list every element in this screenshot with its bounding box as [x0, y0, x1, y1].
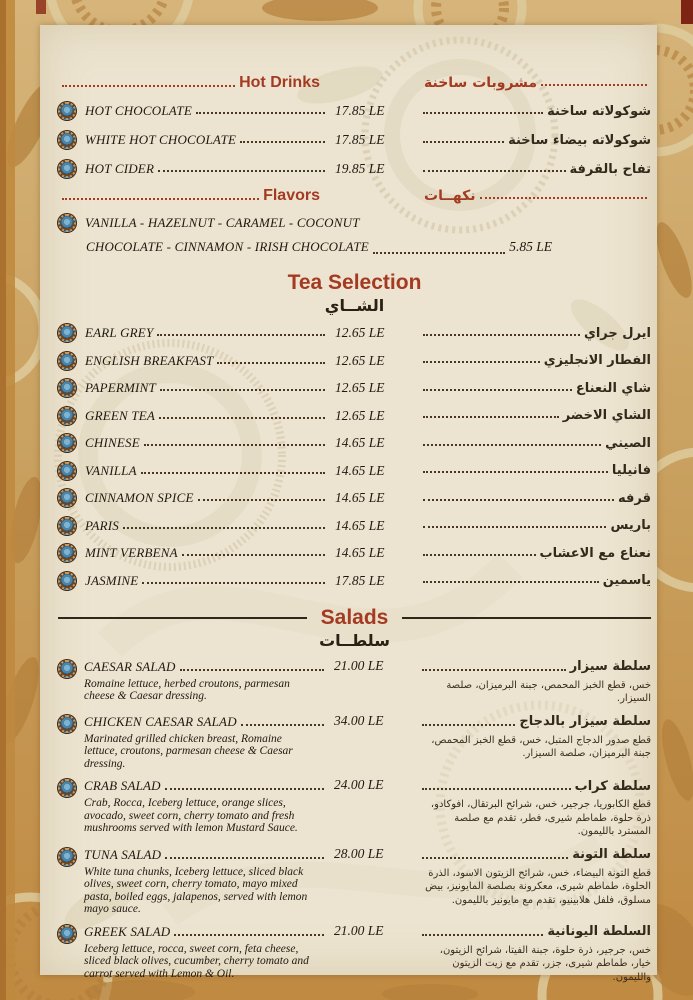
item-desc-en: Marinated grilled chicken breast, Romaine lettuce, croutons, parmesan cheese & Caesar dressing.: [84, 732, 293, 770]
item-name-block: [85, 408, 329, 424]
item-desc-ar: خس، قطع الخبز المحمص، جبنة البرميزان، صلصة السيزار.: [446, 679, 651, 704]
hot-drinks-title-en: Hot Drinks: [239, 74, 320, 91]
item-price: 14.65 LE: [335, 545, 385, 560]
salads-title-ar: سلطــات: [319, 630, 390, 650]
hot-drinks-list: [58, 100, 651, 180]
flavors-title-ar: نكهــات: [424, 188, 476, 204]
item-name-en: MINT VERBENA: [85, 545, 178, 560]
salad-ar-block: [418, 713, 651, 761]
item-name-block: [85, 380, 329, 396]
item-price: 17.85 LE: [335, 103, 385, 118]
item-name-ar-block: [419, 573, 651, 588]
dotted-leader: [422, 669, 566, 671]
item-name-block: [85, 435, 329, 451]
salad-name-line-ar: [418, 713, 651, 731]
item-desc-ar: قطع صدور الدجاج المتبل، خس، قطع الخبز المحمص، جبنة البرميزان، صلصة السيزار.: [431, 734, 651, 759]
item-name-block: [85, 132, 329, 148]
item-name-ar: قرفه: [618, 490, 651, 506]
dotted-leader: [422, 788, 571, 790]
dotted-leader: [423, 444, 601, 446]
item-name-block: [85, 463, 329, 479]
dotted-leader: [157, 334, 325, 336]
item-price: 21.00 LE: [334, 922, 384, 938]
item-name-en: CHICKEN CAESAR SALAD: [84, 713, 237, 729]
hot-drinks-title-ar: مشروبات ساخنة: [424, 75, 538, 91]
salad-item-row: [58, 923, 651, 985]
salad-ar-block: [418, 777, 651, 839]
item-name-ar: الصيني: [605, 435, 651, 451]
brand-badge-icon: [58, 489, 76, 507]
salad-ar-block: [418, 923, 651, 985]
menu-item-row: [58, 405, 651, 427]
brand-badge-icon: [58, 848, 76, 866]
section-tea: [58, 271, 651, 592]
item-name-block: [85, 353, 329, 369]
item-desc-en: Crab, Rocca, Iceberg lettuce, orange slices, avocado, sweet corn, cherry tomato and fresh mushrooms served with lemon Mustard Sauce.: [84, 797, 298, 834]
dotted-leader: [123, 527, 325, 529]
brand-badge-icon: [58, 407, 76, 425]
menu-item-row: [58, 100, 651, 122]
item-name-ar-block: [419, 162, 651, 177]
dotted-leader: [141, 472, 325, 474]
tea-list: [58, 322, 651, 592]
brand-badge-icon: [58, 544, 76, 562]
item-name-ar-block: [419, 436, 651, 451]
item-name-block: [85, 103, 329, 119]
dotted-leader: [541, 84, 647, 86]
item-name-en: WHITE HOT CHOCOLATE: [85, 132, 237, 147]
item-name-en: PAPERMINT: [85, 380, 156, 395]
menu-item-row: [58, 570, 651, 592]
salad-name-line-ar: [418, 777, 651, 795]
flavors-line-2: [86, 235, 552, 259]
dotted-leader: [423, 416, 559, 418]
salad-item-row: [58, 713, 651, 771]
item-price: 17.85 LE: [335, 132, 385, 147]
dotted-leader: [422, 724, 515, 726]
item-name-ar-block: [419, 491, 651, 506]
dotted-leader: [240, 141, 325, 143]
salad-en-block: [84, 846, 328, 916]
item-price: 19.85 LE: [335, 161, 385, 176]
brand-badge-icon: [58, 925, 76, 943]
item-price: 14.65 LE: [335, 462, 385, 478]
salad-en-block: [84, 923, 328, 981]
menu-item-row: [58, 377, 651, 399]
item-name-ar-block: [419, 518, 651, 533]
salad-ar-block: [418, 658, 651, 706]
item-price: 12.65 LE: [335, 407, 385, 423]
item-price: 17.85 LE: [335, 572, 385, 588]
salad-item-row: [58, 777, 651, 839]
item-name-ar: الشاي الاخضر: [562, 408, 651, 423]
item-price: 12.65 LE: [335, 325, 385, 340]
dotted-leader: [165, 788, 324, 790]
item-name-en: JASMINE: [85, 572, 139, 588]
item-name-en: GREEN TEA: [85, 407, 156, 423]
hot-drinks-header-row: [58, 73, 651, 93]
item-name-ar: سلطة التونة: [572, 847, 651, 862]
menu-sheet: [40, 25, 657, 983]
item-name-block: [85, 573, 329, 589]
salad-en-block: [84, 713, 328, 771]
dotted-leader: [198, 499, 325, 501]
item-price: 24.00 LE: [334, 777, 384, 792]
hot-drinks-header-left: [58, 74, 320, 92]
menu-item-row: [58, 515, 651, 537]
item-name-ar: تفاح بالقرفة: [569, 161, 651, 177]
item-desc-ar: قطع التونة البيضاء، خس، شرائح الزيتون الاسود، الذرة الحلوة، طماطم شيرى، معكرونة بصلصة المايونيز، بيض مسلوق، فلفل هلابينيو، تقدم مع مايونيز بالليمون.: [425, 867, 651, 906]
salads-title-ar-block: [58, 630, 651, 651]
divider-line: [58, 617, 307, 619]
dotted-leader: [422, 857, 568, 859]
dotted-leader: [423, 334, 580, 336]
salads-title-en: Salads: [320, 605, 389, 629]
item-price: 14.65 LE: [335, 435, 385, 450]
flavors-header-right: [424, 188, 651, 204]
item-price: 21.00 LE: [334, 657, 384, 673]
brand-badge-icon: [58, 102, 76, 120]
section-salads: [58, 606, 651, 985]
item-name-block: [85, 545, 329, 561]
brand-badge-icon: [58, 715, 76, 733]
item-name-ar-block: [419, 353, 651, 368]
dotted-leader: [160, 389, 325, 391]
flavors-list-text: VANILLA - HAZELNUT - CARAMEL - COCONUT: [85, 215, 360, 230]
menu-item-row: [58, 460, 651, 482]
brand-badge-icon: [58, 160, 76, 178]
item-price: 12.65 LE: [335, 352, 385, 368]
item-name-en: HOT CIDER: [85, 161, 155, 176]
dotted-leader: [423, 112, 543, 114]
item-name-block: [85, 325, 329, 341]
item-name-en: HOT CHOCOLATE: [85, 103, 192, 118]
item-price: 14.65 LE: [335, 490, 385, 505]
salad-name-line: [84, 713, 328, 731]
dotted-leader: [196, 112, 325, 114]
dotted-leader: [180, 669, 324, 671]
item-name-ar: ياسمين: [602, 573, 651, 588]
menu-item-row: [58, 129, 651, 151]
dotted-leader: [62, 85, 235, 87]
dotted-leader: [241, 724, 324, 726]
brand-badge-icon: [58, 214, 76, 232]
menu-item-row: [58, 322, 651, 344]
menu-item-row: [58, 158, 651, 180]
item-name-en: CRAB SALAD: [84, 778, 161, 793]
dotted-leader: [423, 389, 572, 391]
brand-badge-icon: [58, 572, 76, 590]
hot-drinks-header-right: [424, 75, 651, 91]
flavors-line-1: [58, 211, 651, 235]
menu-item-row: [58, 350, 651, 372]
divider-line: [402, 617, 651, 619]
brand-badge-icon: [58, 517, 76, 535]
item-name-ar: شوكولاته بيضاء ساخنة: [508, 132, 651, 148]
item-name-ar-block: [419, 546, 651, 561]
brand-badge-icon: [58, 131, 76, 149]
flavors-header-left: [58, 187, 320, 205]
dotted-leader: [159, 417, 325, 419]
salad-name-line-ar: [418, 846, 651, 864]
item-price: 14.65 LE: [335, 517, 385, 533]
item-price: 28.00 LE: [334, 845, 384, 861]
item-name-ar: فانيليا: [611, 463, 651, 478]
item-name-en: GREEK SALAD: [84, 923, 171, 939]
dotted-leader: [142, 582, 325, 584]
item-name-en: ENGLISH BREAKFAST: [85, 352, 214, 368]
item-name-ar-block: [419, 104, 651, 119]
item-name-en: CAESAR SALAD: [84, 658, 176, 674]
item-desc-en: Iceberg lettuce, rocca, sweet corn, feta cheese, sliced black olives, cucumber, cherry tomato and carrot served with Lemon & Oil.: [84, 942, 309, 980]
item-name-ar: سلطة سيزار: [569, 659, 651, 674]
item-name-ar: نعناع مع الاعشاب: [539, 545, 651, 561]
menu-content: [58, 73, 651, 984]
salad-name-line: [84, 777, 328, 795]
tea-title-en: Tea Selection: [287, 271, 422, 294]
salad-name-line: [84, 658, 328, 676]
flavors-price: 5.85 LE: [509, 239, 552, 254]
item-price: 34.00 LE: [334, 712, 384, 728]
menu-item-row: [58, 432, 651, 454]
brand-badge-icon: [58, 660, 76, 678]
salad-item-row: [58, 658, 651, 706]
item-name-en: EARL GREY: [85, 325, 154, 340]
flavors-title-en: Flavors: [263, 187, 320, 204]
item-name-ar: السلطة اليونانية: [547, 924, 651, 939]
item-name-ar-block: [419, 408, 651, 423]
item-name-block: [85, 161, 329, 177]
dotted-leader: [423, 361, 540, 363]
item-name-en: PARIS: [85, 517, 119, 533]
brand-badge-icon: [58, 779, 76, 797]
flavors-header-row: [58, 186, 651, 206]
item-name-en: VANILLA: [85, 462, 137, 478]
item-name-ar-block: [419, 133, 651, 148]
brand-badge-icon: [58, 462, 76, 480]
item-name-ar: سلطة سيزار بالدجاج: [519, 714, 651, 729]
salad-name-line-ar: [418, 923, 651, 941]
salad-name-line-ar: [418, 658, 651, 676]
item-name-ar: شوكولاته ساخنة: [547, 103, 651, 119]
dotted-leader: [182, 554, 325, 556]
dotted-leader: [423, 581, 599, 583]
dotted-leader: [165, 857, 324, 859]
salads-list: [58, 658, 651, 985]
dotted-leader: [158, 170, 325, 172]
dotted-leader: [480, 197, 647, 199]
dotted-leader: [422, 934, 543, 936]
salad-name-line: [84, 923, 328, 941]
dotted-leader: [373, 252, 505, 254]
item-desc-ar: خس، جرجير، ذرة حلوة، جبنة الفيتا، شرائح الزيتون، خيار، طماطم شيرى، جزر، تقدم مع زيت الزيتون والليمون.: [439, 944, 651, 983]
brand-badge-icon: [58, 324, 76, 342]
item-name-ar: ايرل جراي: [583, 325, 651, 341]
brand-badge-icon: [58, 434, 76, 452]
item-name-ar: باريس: [610, 518, 651, 533]
dotted-leader: [423, 471, 608, 473]
dotted-leader: [62, 198, 259, 200]
item-desc-en: White tuna chunks, Iceberg lettuce, sliced black olives, sweet corn, cherry tomato, mayo mixed pasta, boiled eggs, jalapenos, served with lemon mayo sauce.: [84, 865, 308, 915]
item-name-ar: سلطة كراب: [574, 778, 651, 794]
salad-ar-block: [418, 846, 651, 908]
salad-en-block: [84, 658, 328, 703]
salads-divider: [58, 606, 651, 630]
dotted-leader: [423, 141, 504, 143]
item-name-ar-block: [419, 463, 651, 478]
item-name-block: [85, 518, 329, 534]
item-name-en: CHINESE: [85, 435, 140, 450]
item-name-ar: شاي النعناع: [575, 380, 651, 396]
item-name-ar: الفطار الانجليزي: [543, 353, 651, 368]
dotted-leader: [144, 444, 325, 446]
salad-item-row: [58, 846, 651, 916]
item-name-ar-block: [419, 326, 651, 341]
section-hot-drinks: [58, 73, 651, 259]
menu-item-row: [58, 542, 651, 564]
item-name-block: [85, 490, 329, 506]
item-desc-ar: قطع الكابوريا، جرجير، خس، شرائح البرتقال، افوكادو، ذرة حلوة، طماطم شيرى، فطر، تقدم مع صلصة المسترد بالليمون.: [430, 799, 651, 837]
brand-badge-icon: [58, 379, 76, 397]
salad-name-line: [84, 846, 328, 864]
dotted-leader: [423, 526, 606, 528]
menu-item-row: [58, 487, 651, 509]
dotted-leader: [217, 362, 325, 364]
tea-title-block: [58, 271, 651, 316]
dotted-leader: [423, 170, 566, 172]
flavors-list-text: CHOCOLATE - CINNAMON - IRISH CHOCOLATE: [86, 239, 369, 254]
item-name-en: TUNA SALAD: [84, 846, 162, 862]
dotted-leader: [174, 934, 324, 936]
item-name-ar-block: [419, 381, 651, 396]
salad-en-block: [84, 777, 328, 835]
item-price: 12.65 LE: [335, 380, 385, 395]
item-name-en: CINNAMON SPICE: [85, 490, 194, 505]
dotted-leader: [423, 554, 536, 556]
tea-title-ar: الشــاي: [324, 296, 385, 315]
brand-badge-icon: [58, 352, 76, 370]
item-desc-en: Romaine lettuce, herbed croutons, parmesan cheese & Caesar dressing.: [84, 677, 290, 702]
dotted-leader: [423, 499, 614, 501]
